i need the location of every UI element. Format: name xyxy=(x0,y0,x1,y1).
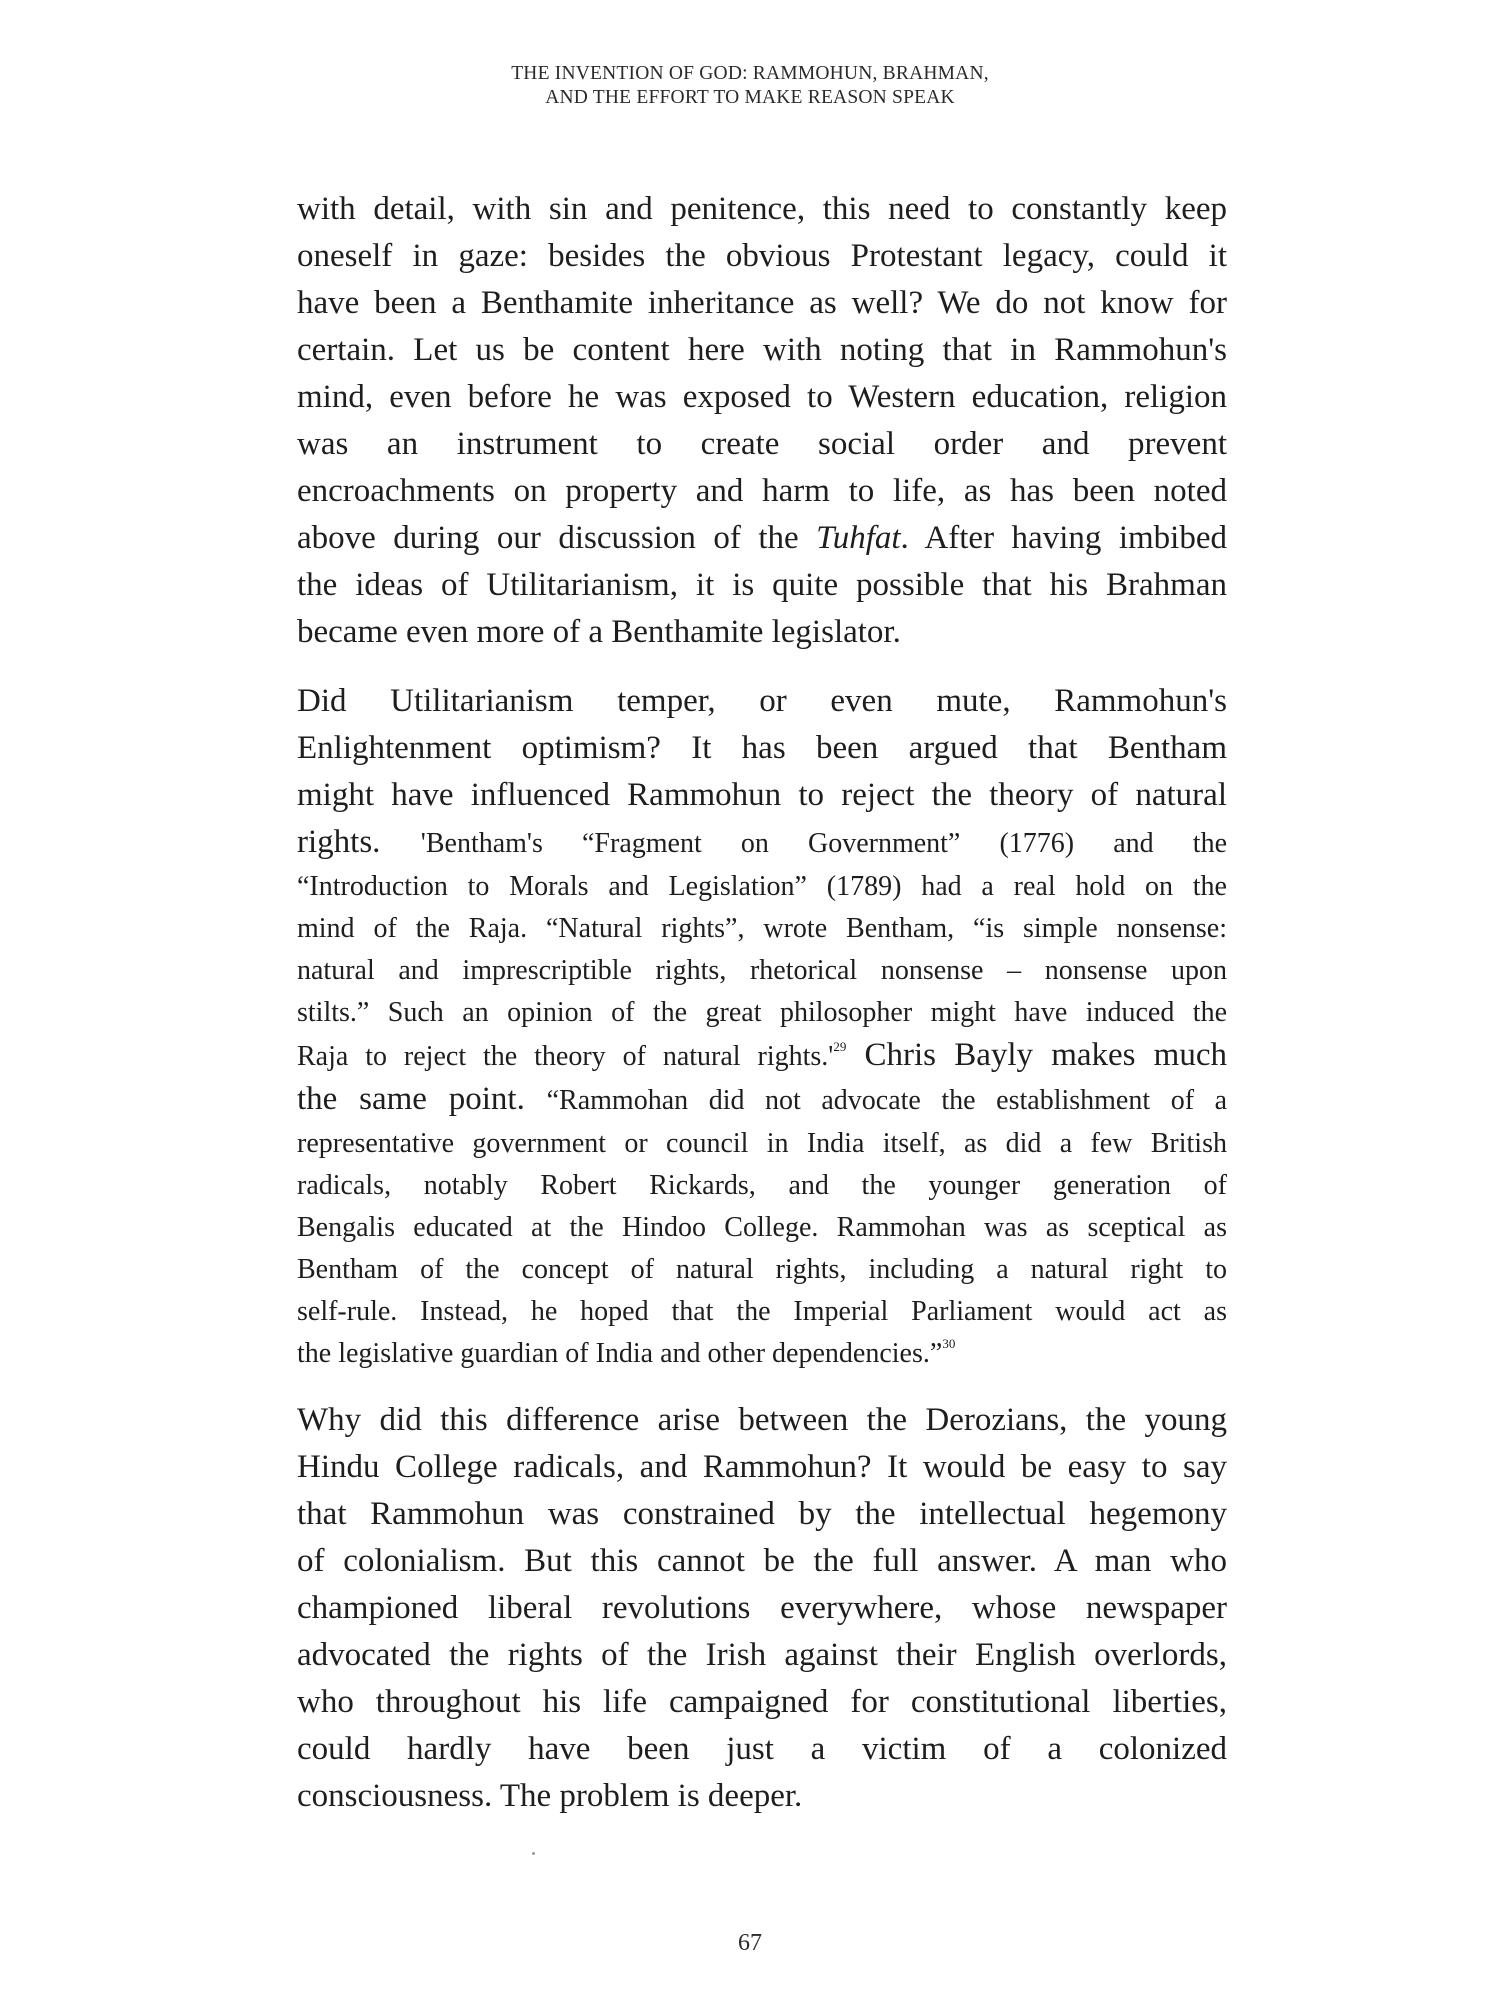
quoted-line: radicals, notably Robert Rickards, and the younger generation of xyxy=(297,1170,1227,1201)
quoted-line: stilts.” Such an opinion of the great philosopher might have induced the xyxy=(297,997,1227,1028)
text-line: certain. Let us be content here with noting that in Rammohun's xyxy=(297,332,1227,368)
quoted-line: “Introduction to Morals and Legislation” (1789) had a real hold on the xyxy=(297,871,1227,902)
text-span: . After having imbibed xyxy=(900,520,1227,556)
text-line: consciousness. The problem is deeper. xyxy=(297,1778,803,1814)
text-line: advocated the rights of the Irish against their English overlords, xyxy=(297,1637,1227,1673)
paragraph-3 xyxy=(297,1397,1227,1820)
text-span: above during our discussion of the xyxy=(297,520,817,556)
text-line: the ideas of Utilitarianism, it is quite possible that his Brahman xyxy=(297,567,1227,603)
text-line: became even more of a Benthamite legislator. xyxy=(297,614,901,650)
running-head-line-2: AND THE EFFORT TO MAKE REASON SPEAK xyxy=(545,87,955,108)
quoted-line: Bengalis educated at the Hindoo College. Rammohan was as sceptical as xyxy=(297,1212,1227,1243)
quoted-line: representative government or council in India itself, as did a few British xyxy=(297,1128,1227,1159)
paragraph-1 xyxy=(297,186,1227,656)
text-line xyxy=(297,819,1227,866)
text-span: the same point. xyxy=(297,1081,547,1117)
quoted-text: 'Bentham's “Fragment on Government” (1776) and the xyxy=(420,828,1227,859)
text-line: championed liberal revolutions everywhere, whose newspaper xyxy=(297,1590,1227,1626)
text-line xyxy=(297,1076,1227,1123)
quoted-line xyxy=(297,1333,1227,1375)
quoted-text: Raja to reject the theory of natural rights.' xyxy=(297,1041,834,1072)
text-line: Why did this difference arise between the Derozians, the young xyxy=(297,1402,1227,1438)
running-head xyxy=(0,62,1500,110)
text-span: Chris Bayly makes much xyxy=(846,1037,1227,1073)
quoted-line: Bentham of the concept of natural rights, including a natural right to xyxy=(297,1254,1227,1285)
text-line: might have influenced Rammohun to reject the theory of natural xyxy=(297,777,1227,813)
text-line: Hindu College radicals, and Rammohun? It would be easy to say xyxy=(297,1449,1227,1485)
quoted-text: the legislative guardian of India and other dependencies.” xyxy=(297,1338,943,1369)
running-head-line-1: THE INVENTION OF GOD: RAMMOHUN, BRAHMAN, xyxy=(511,63,989,84)
text-line: oneself in gaze: besides the obvious Protestant legacy, could it xyxy=(297,238,1227,274)
page-number: 67 xyxy=(738,1930,762,1956)
italic-title: Tuhfat xyxy=(816,520,901,556)
text-line xyxy=(297,1034,1227,1076)
quoted-text: “Rammohan did not advocate the establishment of a xyxy=(546,1085,1227,1116)
text-line: have been a Benthamite inheritance as well? We do not know for xyxy=(297,285,1227,321)
text-line: was an instrument to create social order and prevent xyxy=(297,426,1227,462)
print-speck xyxy=(532,1852,535,1855)
quoted-line: natural and imprescriptible rights, rhetorical nonsense – nonsense upon xyxy=(297,955,1227,986)
text-line: encroachments on property and harm to life, as has been noted xyxy=(297,473,1227,509)
text-line: that Rammohun was constrained by the intellectual hegemony xyxy=(297,1496,1227,1532)
text-line: Enlightenment optimism? It has been argued that Bentham xyxy=(297,730,1227,766)
text-line: who throughout his life campaigned for constitutional liberties, xyxy=(297,1684,1227,1720)
text-line xyxy=(297,515,1227,562)
text-line: could hardly have been just a victim of a colonized xyxy=(297,1731,1227,1767)
text-line: of colonialism. But this cannot be the full answer. A man who xyxy=(297,1543,1227,1579)
quoted-line: self-rule. Instead, he hoped that the Imperial Parliament would act as xyxy=(297,1296,1227,1327)
quoted-line: mind of the Raja. “Natural rights”, wrote Bentham, “is simple nonsense: xyxy=(297,913,1227,944)
paragraph-2 xyxy=(297,678,1227,1375)
text-line: with detail, with sin and penitence, this need to constantly keep xyxy=(297,191,1227,227)
text-line: mind, even before he was exposed to Western education, religion xyxy=(297,379,1227,415)
footnote-ref: 30 xyxy=(942,1336,956,1351)
footnote-ref: 29 xyxy=(833,1039,847,1054)
body-text xyxy=(297,186,1227,1820)
text-span: rights. xyxy=(297,824,421,860)
text-line: Did Utilitarianism temper, or even mute, Rammohun's xyxy=(297,683,1227,719)
